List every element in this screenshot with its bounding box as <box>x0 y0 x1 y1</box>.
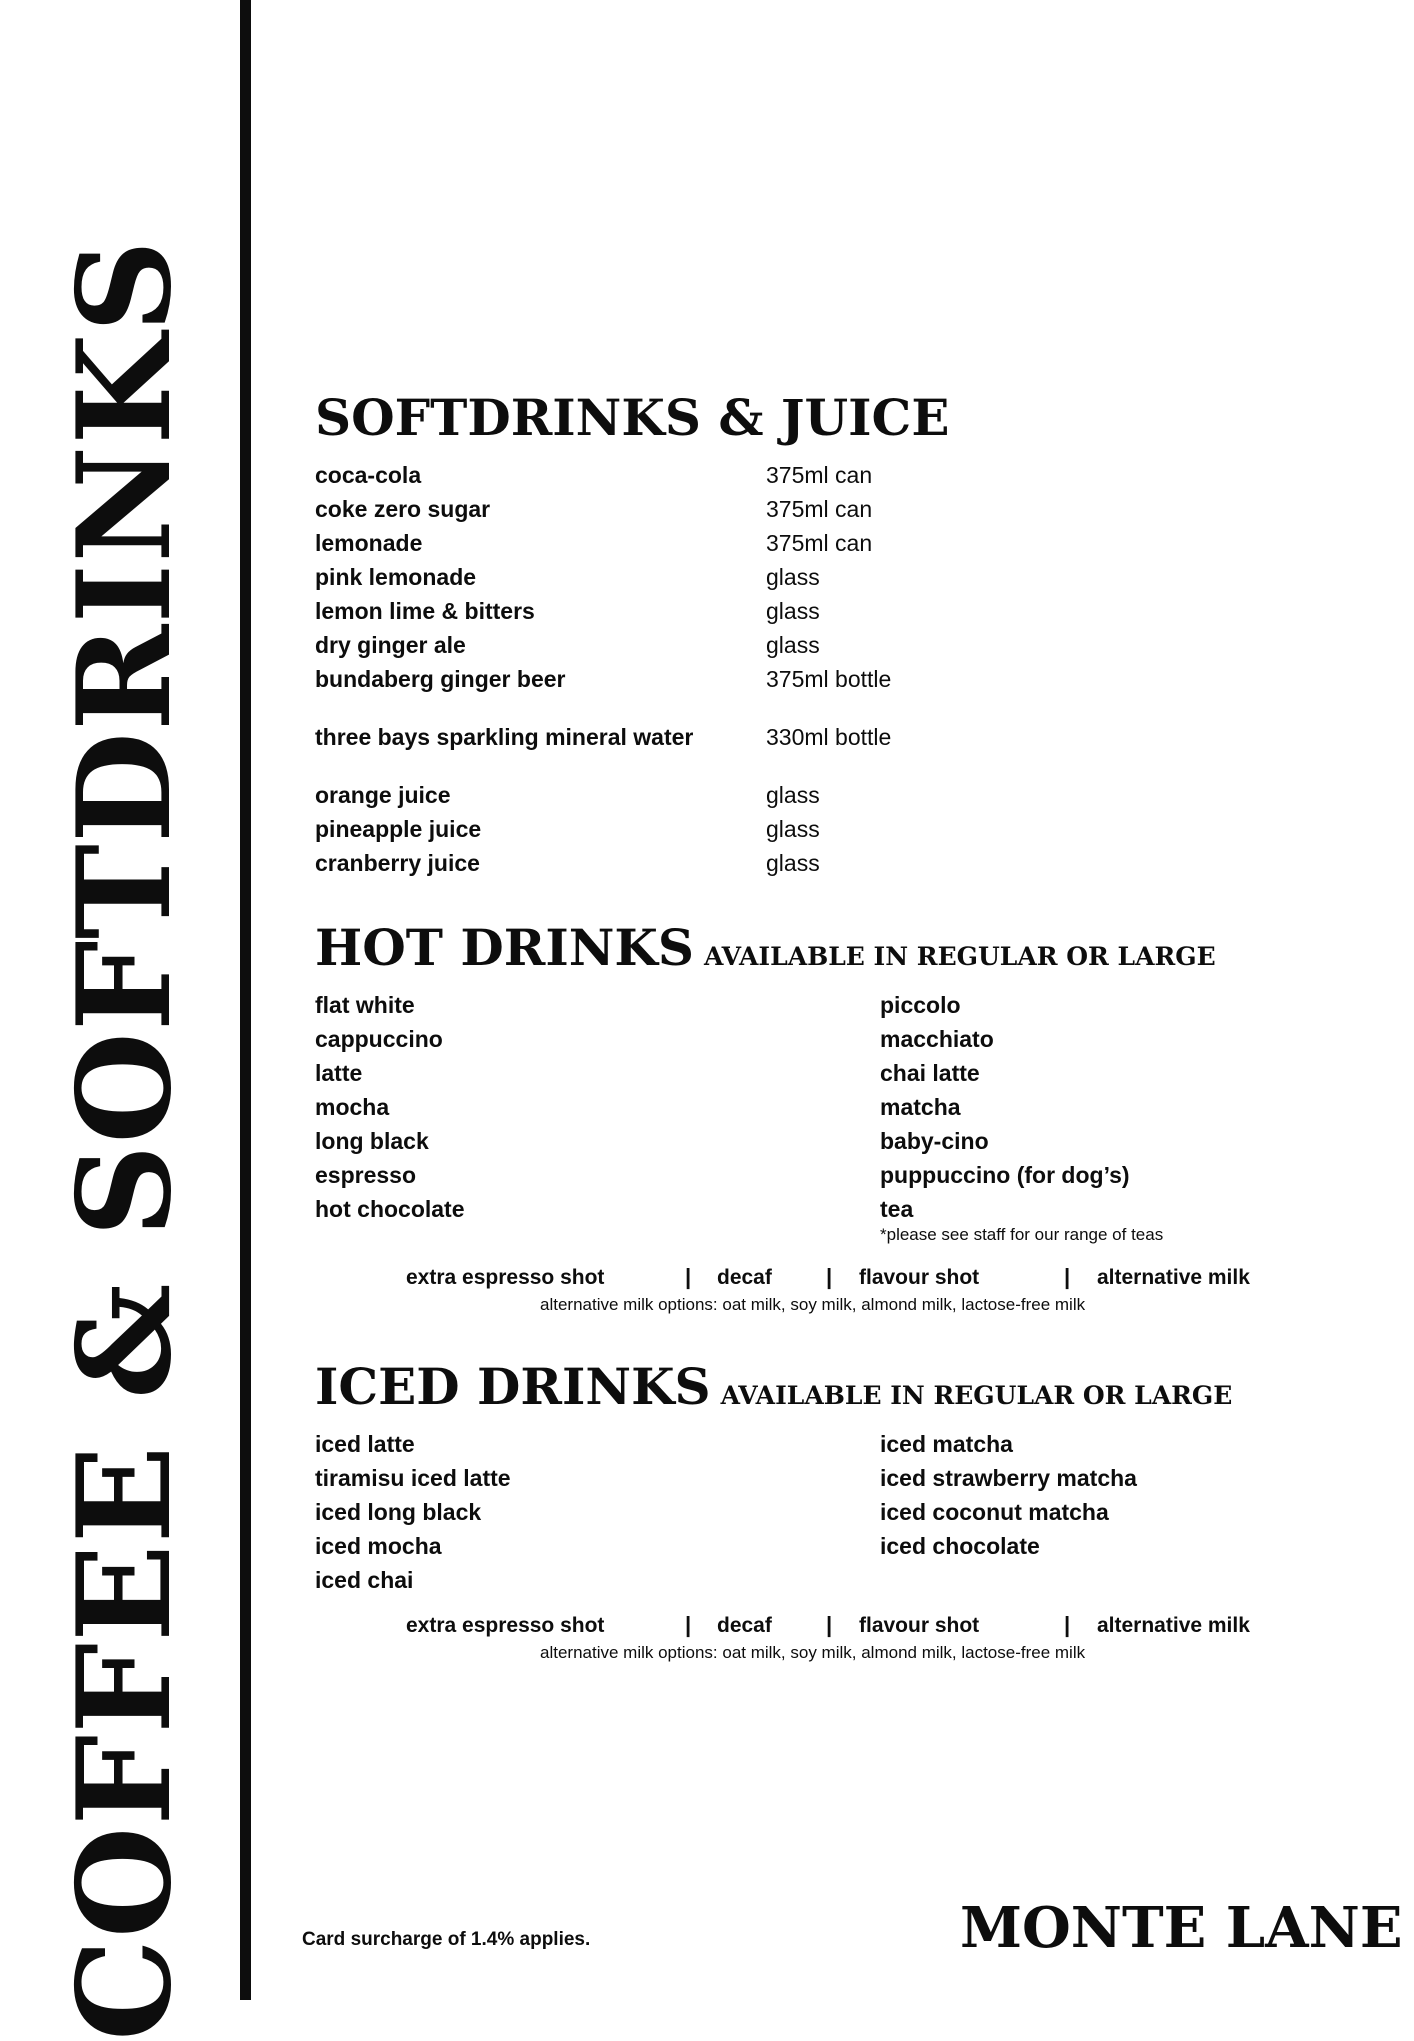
vertical-divider <box>240 0 251 2000</box>
menu-item: iced matcha <box>880 1431 1013 1457</box>
menu-item: coca-cola <box>315 462 422 488</box>
menu-item: lemonade <box>315 530 423 556</box>
brand-logo: MONTE LANE <box>960 1895 1403 1961</box>
menu-item: macchiato <box>880 1026 994 1052</box>
menu-item: long black <box>315 1128 429 1154</box>
menu-item: iced latte <box>315 1431 415 1457</box>
option-separator: | <box>1064 1612 1071 1637</box>
menu-item: lemon lime & bitters <box>315 598 535 624</box>
menu-item-size: 375ml can <box>766 496 873 522</box>
hot-drinks-heading <box>315 918 1216 977</box>
hot-drinks-title: HOT DRINKS <box>315 918 694 977</box>
menu-item: iced chocolate <box>880 1533 1040 1559</box>
menu-item-size: 330ml bottle <box>766 724 892 750</box>
milk-options-note: alternative milk options: oat milk, soy milk, almond milk, lactose-free milk <box>540 1643 1086 1662</box>
menu-item: cranberry juice <box>315 850 480 876</box>
menu-item: iced coconut matcha <box>880 1499 1109 1525</box>
iced-drinks-title: ICED DRINKS <box>315 1357 711 1416</box>
option-separator: | <box>685 1264 692 1289</box>
menu-item-size: glass <box>766 598 820 624</box>
side-title: COFFEE & SOFTDRINKS <box>50 239 200 2041</box>
milk-options-note: alternative milk options: oat milk, soy milk, almond milk, lactose-free milk <box>540 1295 1086 1314</box>
menu-item: bundaberg ginger beer <box>315 666 566 692</box>
menu-item: pink lemonade <box>315 564 477 590</box>
menu-item-size: 375ml can <box>766 462 873 488</box>
option-separator: | <box>1064 1264 1071 1289</box>
softdrinks-heading: SOFTDRINKS & JUICE <box>315 388 950 447</box>
menu-item: puppuccino (for dog’s) <box>880 1162 1130 1188</box>
menu-item-size: glass <box>766 632 820 658</box>
menu-item: iced long black <box>315 1499 482 1525</box>
menu-item: coke zero sugar <box>315 496 491 522</box>
menu-item: pineapple juice <box>315 816 482 842</box>
option-flavour-shot: flavour shot <box>859 1266 980 1289</box>
tea-note: *please see staff for our range of teas <box>880 1225 1164 1244</box>
menu-item: tiramisu iced latte <box>315 1465 511 1491</box>
menu-item: iced mocha <box>315 1533 442 1559</box>
menu-item: iced strawberry matcha <box>880 1465 1137 1491</box>
hot-drinks-subheading: AVAILABLE IN REGULAR OR LARGE <box>703 942 1216 971</box>
menu-item-size: glass <box>766 564 820 590</box>
menu-item: cappuccino <box>315 1026 443 1052</box>
option-separator: | <box>826 1264 833 1289</box>
menu-item: dry ginger ale <box>315 632 466 658</box>
menu-item: chai latte <box>880 1060 980 1086</box>
option-separator: | <box>685 1612 692 1637</box>
menu-item: iced chai <box>315 1567 414 1593</box>
option-separator: | <box>826 1612 833 1637</box>
menu-item-size: glass <box>766 782 820 808</box>
menu-item: tea <box>880 1196 914 1222</box>
menu-item: espresso <box>315 1162 417 1188</box>
menu-item: three bays sparkling mineral water <box>315 724 694 750</box>
menu-item: hot chocolate <box>315 1196 465 1222</box>
option-extra-espresso-shot: extra espresso shot <box>406 1614 605 1637</box>
menu-item: latte <box>315 1060 363 1086</box>
menu-item: mocha <box>315 1094 390 1120</box>
option-decaf: decaf <box>717 1614 772 1637</box>
option-alternative-milk: alternative milk <box>1097 1614 1250 1637</box>
option-alternative-milk: alternative milk <box>1097 1266 1250 1289</box>
option-decaf: decaf <box>717 1266 772 1289</box>
menu-item-size: glass <box>766 850 820 876</box>
menu-item-size: 375ml can <box>766 530 873 556</box>
option-extra-espresso-shot: extra espresso shot <box>406 1266 605 1289</box>
card-surcharge-note: Card surcharge of 1.4% applies. <box>302 1929 591 1950</box>
menu-item: flat white <box>315 992 415 1018</box>
menu-item: baby-cino <box>880 1128 989 1154</box>
option-flavour-shot: flavour shot <box>859 1614 980 1637</box>
menu-item-size: glass <box>766 816 820 842</box>
menu-item: orange juice <box>315 782 451 808</box>
menu-item: piccolo <box>880 992 961 1018</box>
menu-item-size: 375ml bottle <box>766 666 892 692</box>
iced-drinks-subheading: AVAILABLE IN REGULAR OR LARGE <box>720 1381 1233 1410</box>
iced-drinks-heading <box>315 1357 1233 1416</box>
menu-item: matcha <box>880 1094 961 1120</box>
